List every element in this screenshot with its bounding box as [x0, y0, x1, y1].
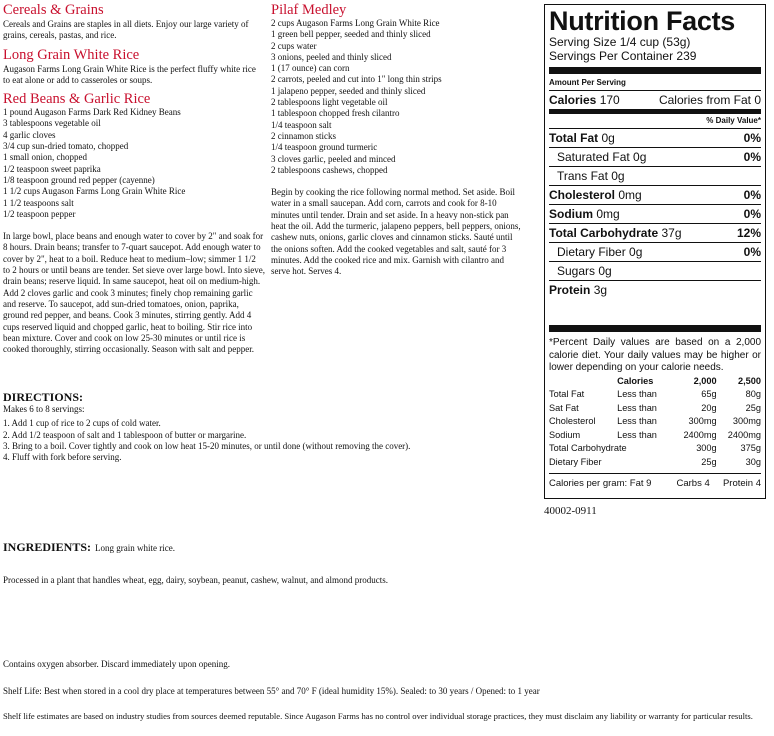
table-cell: Less than	[617, 416, 657, 426]
sugars-row	[549, 262, 761, 281]
total-fat-value: 0g	[601, 131, 615, 145]
table-cell: 2400mg	[683, 429, 717, 440]
ingredient-line: 3 onions, peeled and thinly sliced	[271, 51, 392, 62]
carbohydrate-row	[549, 224, 761, 243]
ingredient-line: 1 green bell pepper, seeded and thinly sliced	[271, 29, 431, 40]
carbohydrate-value: 37g	[661, 226, 682, 240]
table-row	[549, 415, 761, 429]
ingredient-line: 1 1/2 teaspoons salt	[3, 197, 74, 208]
product-text: Augason Farms Long Grain White Rice is the perfect fluffy white rice to eat alone or add to casseroles or soups.	[3, 63, 256, 85]
ingredient-line: 3 cloves garlic, peeled and minced	[271, 153, 396, 164]
shelf-life-note: Shelf Life: Best when stored in a cool dry place at temperatures between 55° and 70° F (ideal humidity 15%). Sealed: to 30 years / Opened: to 1 year	[3, 686, 540, 696]
direction-step: 1. Add 1 cup of rice to 2 cups of cold water.	[3, 418, 161, 429]
trans-fat: Trans Fat 0g	[557, 169, 625, 183]
calories-per-gram	[549, 473, 761, 489]
table-cell: Less than	[617, 389, 657, 399]
carbohydrate-label: Total Carbohydrate	[549, 226, 659, 240]
cholesterol-value: 0mg	[618, 188, 642, 202]
sugars: Sugars 0g	[557, 264, 612, 278]
table-cell: Total Carbohydrate	[549, 443, 627, 453]
trans-fat-row	[549, 167, 761, 186]
direction-step: 3. Bring to a boil. Cover tightly and cook on low heat 15-20 minutes, or until done (without removing the cover).	[3, 440, 411, 451]
ingredient-line: 2 tablespoons light vegetable oil	[271, 97, 388, 108]
table-cell: 300g	[696, 443, 717, 453]
ingredient-line: 2 tablespoons cashews, chopped	[271, 164, 388, 175]
ingredient-line: 1 small onion, chopped	[3, 152, 87, 163]
product-code: 40002-0911	[544, 505, 597, 517]
recipe1-title: Red Beans & Garlic Rice	[3, 91, 151, 108]
table-row	[549, 442, 761, 456]
ingredient-line: 1/2 teaspoon sweet paprika	[3, 163, 101, 174]
dietary-fiber: Dietary Fiber 0g	[557, 245, 643, 259]
oxygen-absorber-note: Contains oxygen absorber. Discard immediately upon opening.	[3, 659, 230, 669]
table-cell: Total Fat	[549, 389, 585, 399]
product-title: Long Grain White Rice	[3, 46, 140, 63]
table-cell: 300mg	[732, 416, 761, 426]
ingredients-heading: INGREDIENTS:	[3, 540, 92, 554]
table-cell: Less than	[617, 429, 657, 440]
cholesterol-row	[549, 186, 761, 205]
table-cell: 30g	[745, 456, 761, 467]
table-header-row	[549, 375, 761, 389]
recipe1-ingredients	[3, 107, 265, 220]
amount-per-serving: Amount Per Serving	[549, 76, 761, 91]
table-cell: 25g	[701, 456, 717, 467]
direction-step: 4. Fluff with fork before serving.	[3, 452, 122, 463]
ingredient-line: 1 pound Augason Farms Dark Red Kidney Beans	[3, 107, 181, 118]
intro-text: Cereals and Grains are staples in all diets. Enjoy our large variety of grains, cereals, pastas, and rice.	[3, 19, 249, 41]
ingredient-line: 1/4 teaspoon salt	[271, 119, 332, 130]
table-row	[549, 388, 761, 402]
directions-steps	[3, 418, 533, 463]
per-gram-fat: Calories per gram: Fat 9	[549, 478, 652, 489]
table-cell: Cholesterol	[549, 416, 596, 426]
ingredient-line: 2 cups water	[271, 40, 317, 51]
calories-value: 170	[599, 93, 620, 107]
nutrition-facts-panel	[544, 4, 766, 499]
sodium-label: Sodium	[549, 207, 593, 221]
recipe1-method: In large bowl, place beans and enough water to cover by 2" and soak for 8 hours. Drain beans; transfer to 7-quart saucepot. Add enough water to cover by 2", heat to a boil. Reduce heat to medium–low; simmer 1 1/2 to 2 hours or until beans are tender. Set sieve over large bowl. Into sieve, drain beans; reserve liquid. In same saucepot, heat oil on medium-high. Add 2 cloves garlic and cook 3 minutes; finely chop remaining garlic and reserve. To saucepot, add sun-dried tomatoes, onion, paprika, ground red pepper, and beans. Cook 3 minutes, stirring gently. Add 4 cups reserved liquid and chopped garlic, heat to boiling. Stir rice into bean mixture. Cover and cook on low 25-30 minutes or until rice is cooked thoroughly, stirring occasionally. Season with salt and pepper.	[3, 231, 266, 355]
ingredient-line: 1/4 teaspoon ground turmeric	[271, 142, 378, 153]
directions-heading: DIRECTIONS:	[3, 390, 84, 404]
per-gram-protein: Protein 4	[722, 478, 761, 489]
recipe2-title: Pilaf Medley	[271, 2, 347, 18]
table-cell: 375g	[740, 443, 761, 453]
divider-thick	[549, 325, 761, 332]
allergen-statement: Processed in a plant that handles wheat, egg, dairy, soybean, peanut, cashew, walnut, and almond products.	[3, 575, 388, 585]
ingredient-line: 2 cinnamon sticks	[271, 130, 336, 141]
table-row	[549, 456, 761, 470]
ingredients-text: Long grain white rice.	[95, 543, 176, 553]
ingredient-line: 3/4 cup sun-dried tomato, chopped	[3, 141, 129, 152]
servings-per-container: Servings Per Container 239	[549, 49, 697, 63]
ingredients-section	[3, 538, 175, 556]
table-header: 2,000	[693, 375, 717, 386]
ingredient-line: 1/8 teaspoon ground red pepper (cayenne)	[3, 174, 155, 185]
ingredient-line: 4 garlic cloves	[3, 129, 56, 140]
table-cell: 300mg	[688, 416, 717, 426]
calories-label: Calories	[549, 93, 597, 107]
sodium-value: 0mg	[596, 207, 620, 221]
disclaimer: Shelf life estimates are based on industry studies from sources deemed reputable. Since Augason Farms has no control over individual storage practices, they must disclaim any liability or warranty for particular results.	[3, 711, 753, 721]
ingredient-line: 1/2 teaspoon pepper	[3, 208, 76, 219]
carbohydrate-dv: 12%	[736, 226, 761, 240]
ingredient-line: 1 1/2 cups Augason Farms Long Grain White Rice	[3, 186, 186, 197]
ingredient-line: 1 (17 ounce) can corn	[271, 63, 350, 74]
divider-thick	[549, 67, 761, 74]
directions-section	[3, 390, 533, 463]
recipe2-ingredients	[271, 18, 531, 176]
daily-value-header: % Daily Value*	[549, 114, 761, 129]
ingredient-line: 1 jalapeno pepper, seeded and thinly sliced	[271, 85, 426, 96]
total-fat-label: Total Fat	[549, 131, 599, 145]
table-row	[549, 429, 761, 443]
ingredient-line: 1 tablespoon chopped fresh cilantro	[271, 108, 400, 119]
saturated-fat-row	[549, 148, 761, 167]
left-column	[3, 2, 265, 355]
recipe2-method: Begin by cooking the rice following normal method. Set aside. Boil water in a small saucepan. Add corn, carrots and cook for 8-10 minutes until tender. Drain and set aside. In a heavy non-stick pan heat the oil. Add the turmeric, jalapeno peppers, bell peppers, onions, cashew nuts, onions, garlic cloves and cinnamon sticks. Sauté until the onions soften. Add the cooked vegetables and salt, sauté for 3 minutes. Add the cooked rice and mix. Garnish with cilantro and serve hot. Serves 4.	[271, 187, 521, 277]
table-cell: 65g	[701, 389, 717, 399]
intro-title: Cereals & Grains	[3, 2, 104, 18]
protein-value: 3g	[593, 283, 608, 297]
direction-step: 2. Add 1/2 teaspoon of salt and 1 tablespoon of butter or margarine.	[3, 429, 247, 440]
daily-value-footnote: *Percent Daily values are based on a 2,000 calorie diet. Your daily values may be higher or lower depending on your calorie needs.	[549, 337, 761, 373]
table-row	[549, 402, 761, 416]
per-gram-carbs: Carbs 4	[676, 478, 710, 489]
table-cell: 80g	[745, 389, 761, 399]
ingredient-line: 3 tablespoons vegetable oil	[3, 118, 101, 129]
sodium-row	[549, 205, 761, 224]
ingredient-line: 2 carrots, peeled and cut into 1" long thin strips	[271, 74, 442, 85]
ingredient-line: 2 cups Augason Farms Long Grain White Rice	[271, 18, 440, 28]
table-header: 2,500	[738, 375, 761, 386]
table-cell: 20g	[701, 402, 717, 413]
dietary-fiber-dv: 0%	[743, 245, 761, 259]
directions-servings: Makes 6 to 8 servings:	[3, 404, 85, 414]
saturated-fat-dv: 0%	[743, 150, 761, 164]
protein-row	[549, 281, 761, 299]
table-header: Calories	[617, 375, 654, 386]
middle-column	[271, 2, 531, 278]
total-fat-dv: 0%	[743, 131, 761, 145]
sodium-dv: 0%	[743, 207, 761, 221]
table-cell: Less than	[617, 402, 657, 413]
table-cell: 25g	[745, 402, 761, 413]
saturated-fat: Saturated Fat 0g	[557, 150, 647, 164]
nutrition-title: Nutrition Facts	[549, 6, 736, 36]
daily-values-table	[549, 375, 761, 470]
table-cell: Sodium	[549, 429, 581, 440]
total-fat-row	[549, 129, 761, 148]
cholesterol-dv: 0%	[743, 188, 761, 202]
table-cell: Dietary Fiber	[549, 456, 602, 467]
serving-size: Serving Size 1/4 cup (53g)	[549, 35, 691, 49]
protein-label: Protein	[549, 283, 591, 297]
calories-from-fat: Calories from Fat 0	[658, 93, 761, 107]
table-cell: 2400mg	[727, 429, 761, 440]
cholesterol-label: Cholesterol	[549, 188, 616, 202]
table-cell: Sat Fat	[549, 402, 579, 413]
fiber-row	[549, 243, 761, 262]
calories-row	[549, 91, 761, 110]
